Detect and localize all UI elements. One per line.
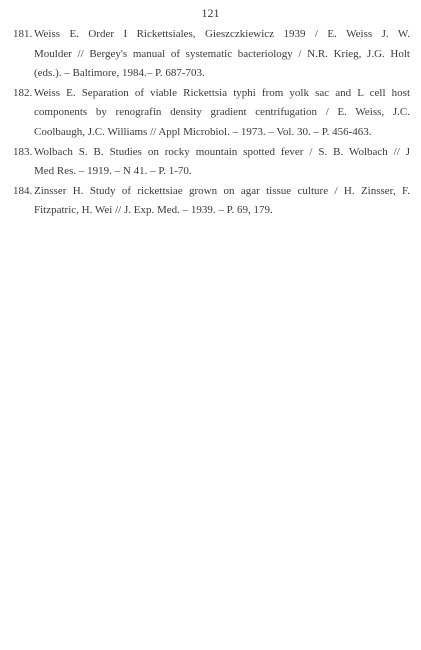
reference-number: 181. — [13, 28, 33, 40]
reference-list — [13, 25, 410, 221]
reference-number: 182. — [13, 86, 33, 99]
reference-text-line: Weiss E. Separation of viable Rickettsia typhi from yolk sac and L cell host — [34, 86, 410, 99]
reference-text-line: Coolbaugh, J.C. Williams // Appl Microbiol. – 1973. – Vol. 30. – P. 456-463. — [34, 125, 372, 138]
reference-item — [13, 25, 410, 84]
reference-text-line: Med Res. – 1919. – N 41. – P. 1-70. — [34, 165, 192, 178]
reference-number: 183. — [13, 145, 33, 158]
page-number: 121 — [201, 6, 220, 20]
reference-text-line: Zinsser H. Study of rickettsiae grown on agar tissue culture / H. Zinsser, F. — [34, 184, 410, 197]
reference-text-line: (eds.). – Baltimore, 1984.– P. 687-703. — [34, 67, 205, 80]
reference-text-line: Wolbach S. B. Studies on rocky mountain spotted fever / S. B. Wolbach // J — [34, 145, 410, 158]
reference-text-line: components by renografin density gradient centrifugation / E. Weiss, J.C. — [34, 106, 410, 119]
reference-item — [13, 84, 410, 143]
reference-text-line: Weiss E. Order I Rickettsiales, Gieszczkiewicz 1939 / E. Weiss J. W. — [34, 28, 410, 40]
reference-number: 184. — [13, 184, 33, 197]
reference-item — [13, 143, 410, 182]
reference-item — [13, 182, 410, 221]
reference-text-line: Moulder // Bergey's manual of systematic bacteriology / N.R. Krieg, J.G. Holt — [34, 47, 410, 60]
reference-text-line: Fitzpatric, H. Wei // J. Exp. Med. – 1939. – P. 69, 179. — [34, 204, 273, 217]
